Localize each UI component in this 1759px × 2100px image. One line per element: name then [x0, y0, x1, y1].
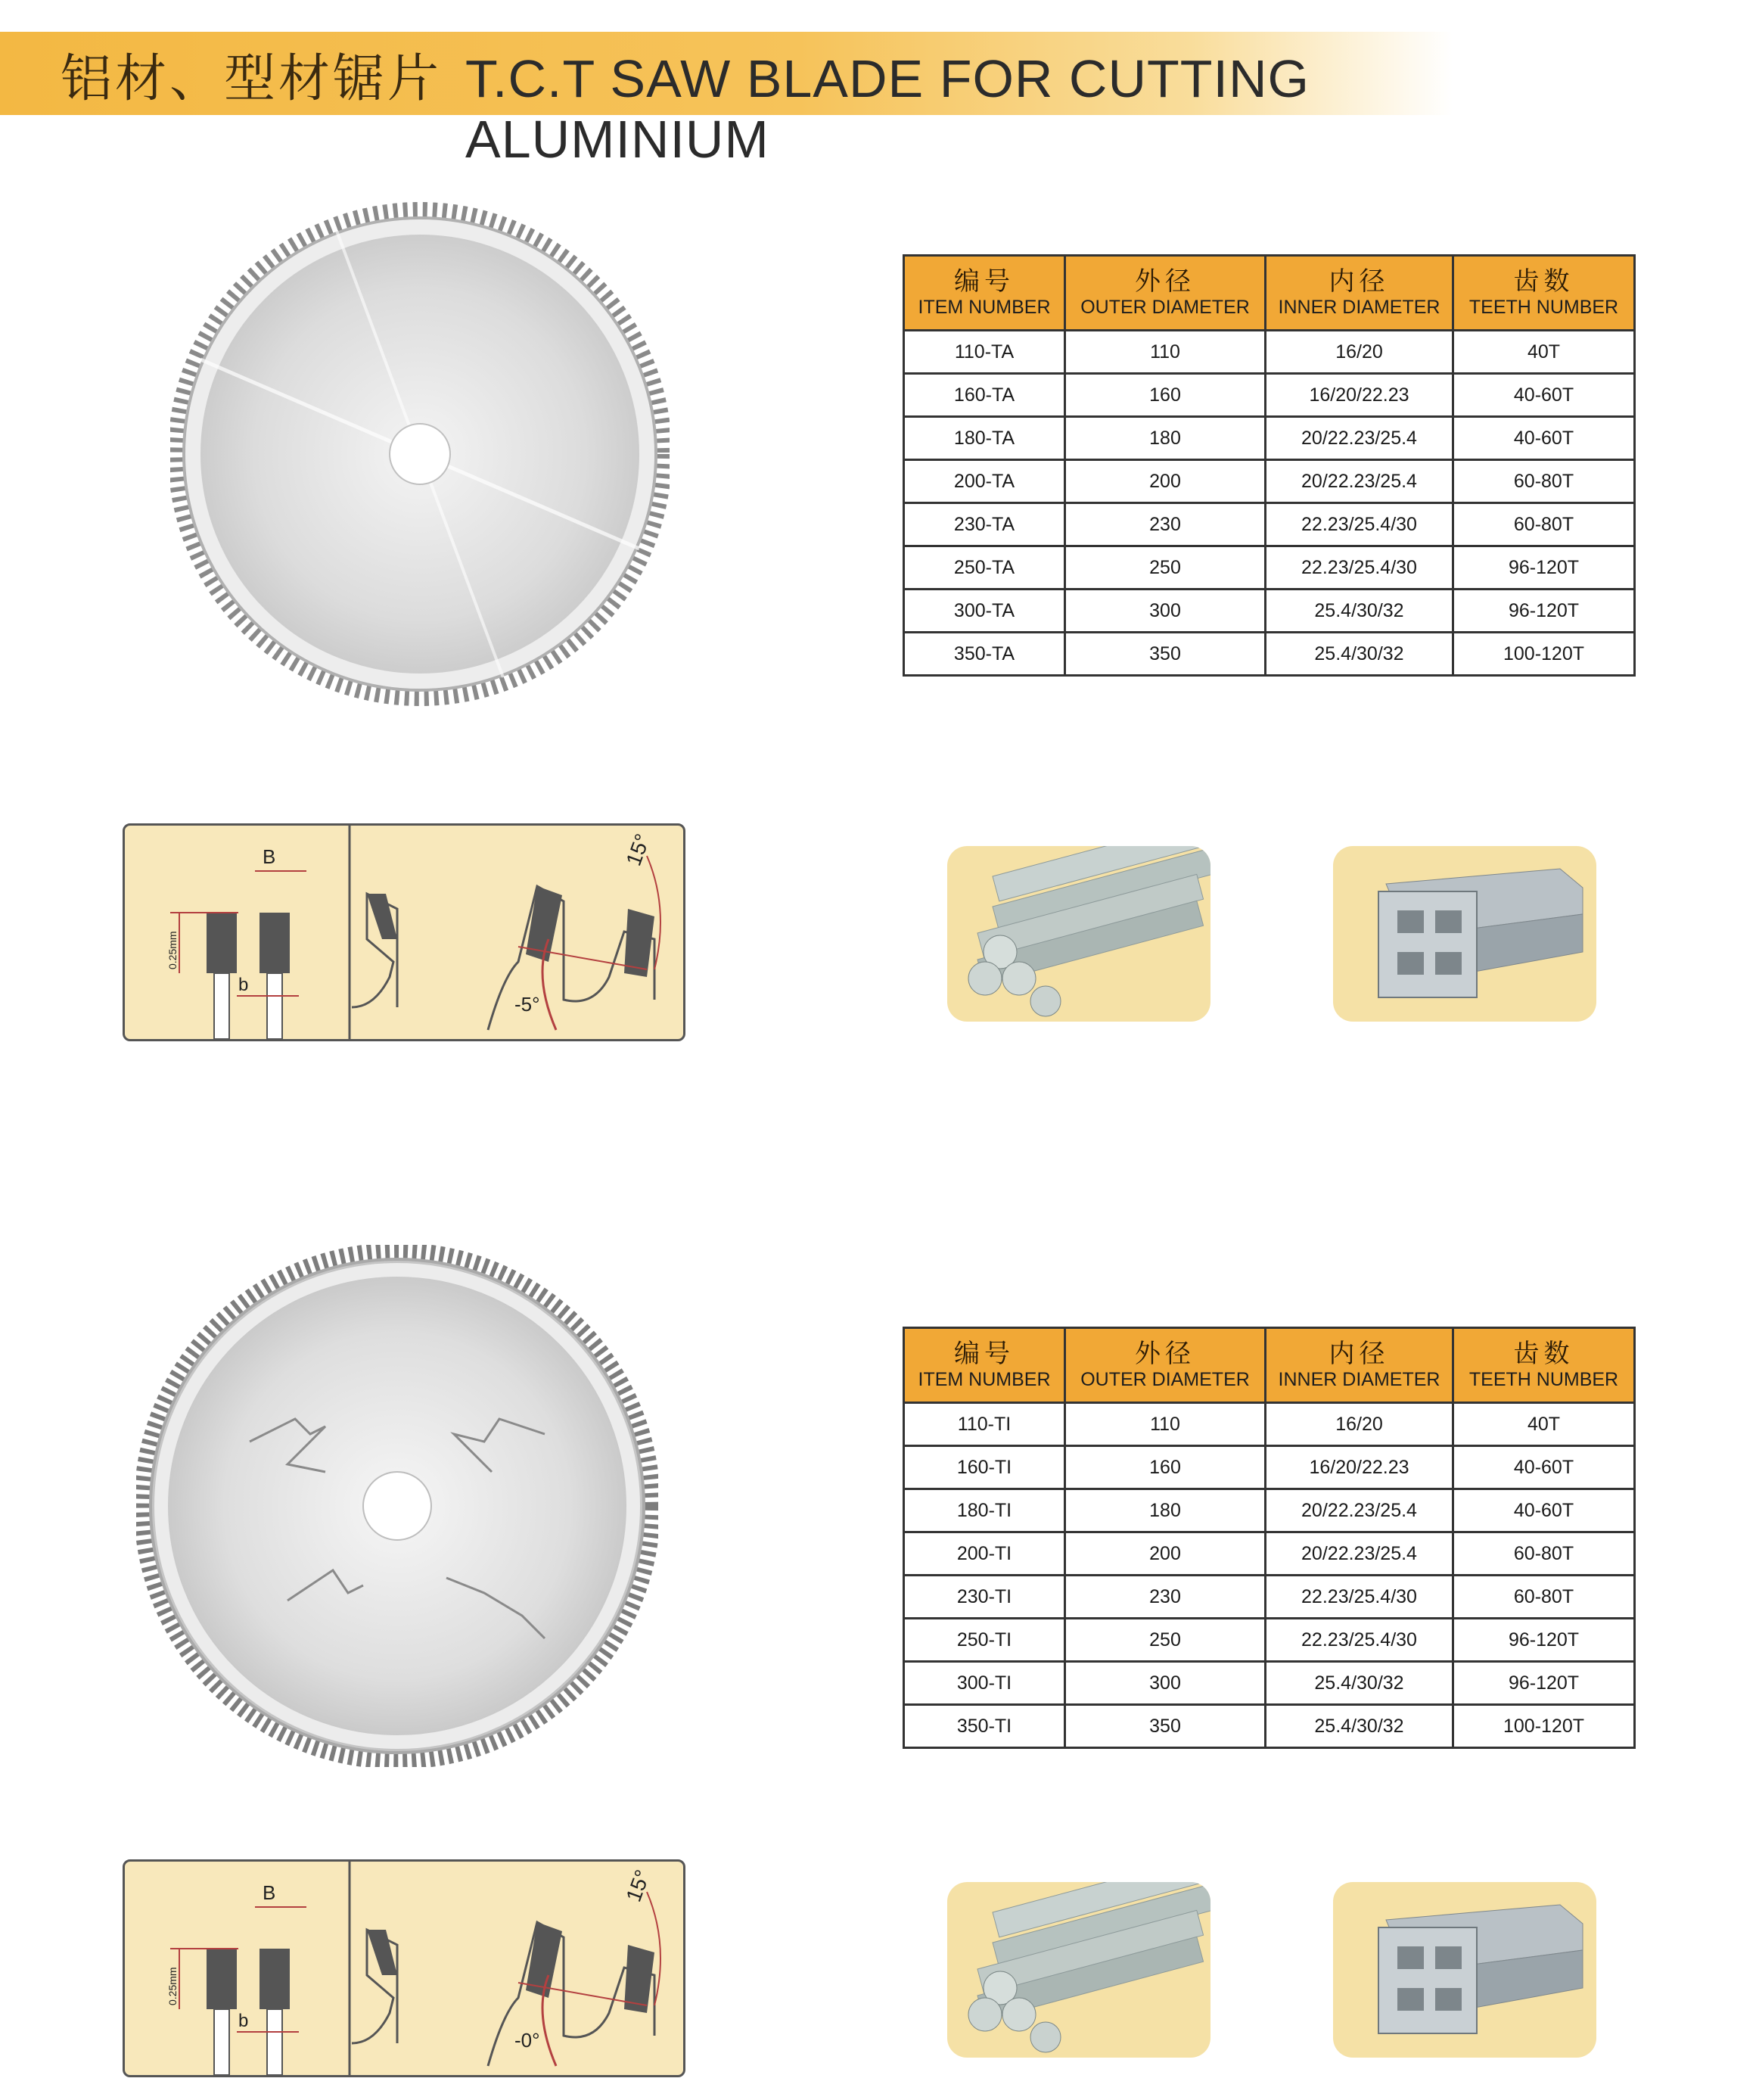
table-row: 110-TA 110 16/20 40T — [904, 331, 1635, 374]
rods-illustration — [947, 1882, 1210, 2058]
dim-width-label: B — [263, 1881, 276, 1904]
tooth-geometry-diagram-ta — [123, 823, 685, 1041]
table-row: 300-TA 300 25.4/30/32 96-120T — [904, 590, 1635, 633]
hook-angle-label: -0° — [514, 2029, 540, 2052]
table-row: 230-TA 230 22.23/25.4/30 60-80T — [904, 503, 1635, 546]
table-row: 300-TI 300 25.4/30/32 96-120T — [904, 1662, 1635, 1705]
header-teeth-number: 齿数 TEETH NUMBER — [1453, 1328, 1635, 1403]
table-row: 110-TI 110 16/20 40T — [904, 1403, 1635, 1446]
table-row: 200-TI 200 20/22.23/25.4 60-80T — [904, 1532, 1635, 1576]
dim-kerf-label: b — [238, 975, 249, 995]
profile-illustration — [1333, 1882, 1596, 2058]
table-row: 200-TA 200 20/22.23/25.4 60-80T — [904, 460, 1635, 503]
header-outer-diameter: 外径 OUTER DIAMETER — [1065, 1328, 1266, 1403]
table-row: 180-TA 180 20/22.23/25.4 40-60T — [904, 417, 1635, 460]
table-row: 160-TI 160 16/20/22.23 40-60T — [904, 1446, 1635, 1489]
profile-illustration — [1333, 846, 1596, 1022]
dim-side-label: 0.25mm — [166, 931, 179, 969]
top-angle-label: 15° — [621, 830, 655, 870]
header-outer-diameter: 外径 OUTER DIAMETER — [1065, 256, 1266, 331]
top-angle-label: 15° — [621, 1866, 655, 1906]
table-row: 350-TA 350 25.4/30/32 100-120T — [904, 633, 1635, 676]
header-item-number: 编号 ITEM NUMBER — [904, 256, 1065, 331]
table-row: 250-TI 250 22.23/25.4/30 96-120T — [904, 1619, 1635, 1662]
hook-angle-label: -5° — [514, 993, 540, 1016]
rods-illustration — [947, 846, 1210, 1022]
aluminium-profile-photo — [1333, 1882, 1596, 2058]
aluminium-profile-photo — [1333, 846, 1596, 1022]
table-row: 180-TI 180 20/22.23/25.4 40-60T — [904, 1489, 1635, 1532]
dim-side-label: 0.25mm — [166, 1967, 179, 2005]
saw-blade-ti-image — [136, 1245, 658, 1767]
header-inner-diameter: 内径 INNER DIAMETER — [1266, 1328, 1453, 1403]
table-row: 250-TA 250 22.23/25.4/30 96-120T — [904, 546, 1635, 590]
aluminium-rods-photo — [947, 846, 1210, 1022]
aluminium-rods-photo — [947, 1882, 1210, 2058]
table-row: 350-TI 350 25.4/30/32 100-120T — [904, 1705, 1635, 1748]
spec-table-ti — [903, 1327, 1636, 1749]
header-item-number: 编号 ITEM NUMBER — [904, 1328, 1065, 1403]
saw-blade-ta-image — [170, 201, 670, 708]
table-row: 160-TA 160 16/20/22.23 40-60T — [904, 374, 1635, 417]
title-banner — [0, 32, 1453, 169]
tooth-geometry-drawing — [125, 1862, 683, 2075]
table-row: 230-TI 230 22.23/25.4/30 60-80T — [904, 1576, 1635, 1619]
tooth-geometry-drawing — [125, 826, 683, 1039]
header-teeth-number: 齿数 TEETH NUMBER — [1453, 256, 1635, 331]
dim-width-label: B — [263, 845, 276, 868]
title-english: T.C.T SAW BLADE FOR CUTTING ALUMINIUM — [465, 49, 1310, 169]
title-chinese: 铝材、型材锯片 — [61, 49, 443, 109]
spec-table-ta — [903, 254, 1636, 677]
header-inner-diameter: 内径 INNER DIAMETER — [1266, 256, 1453, 331]
table-header-row — [904, 1328, 1635, 1403]
tooth-geometry-diagram-ti — [123, 1859, 685, 2077]
dim-kerf-label: b — [238, 2011, 249, 2031]
table-header-row — [904, 256, 1635, 331]
